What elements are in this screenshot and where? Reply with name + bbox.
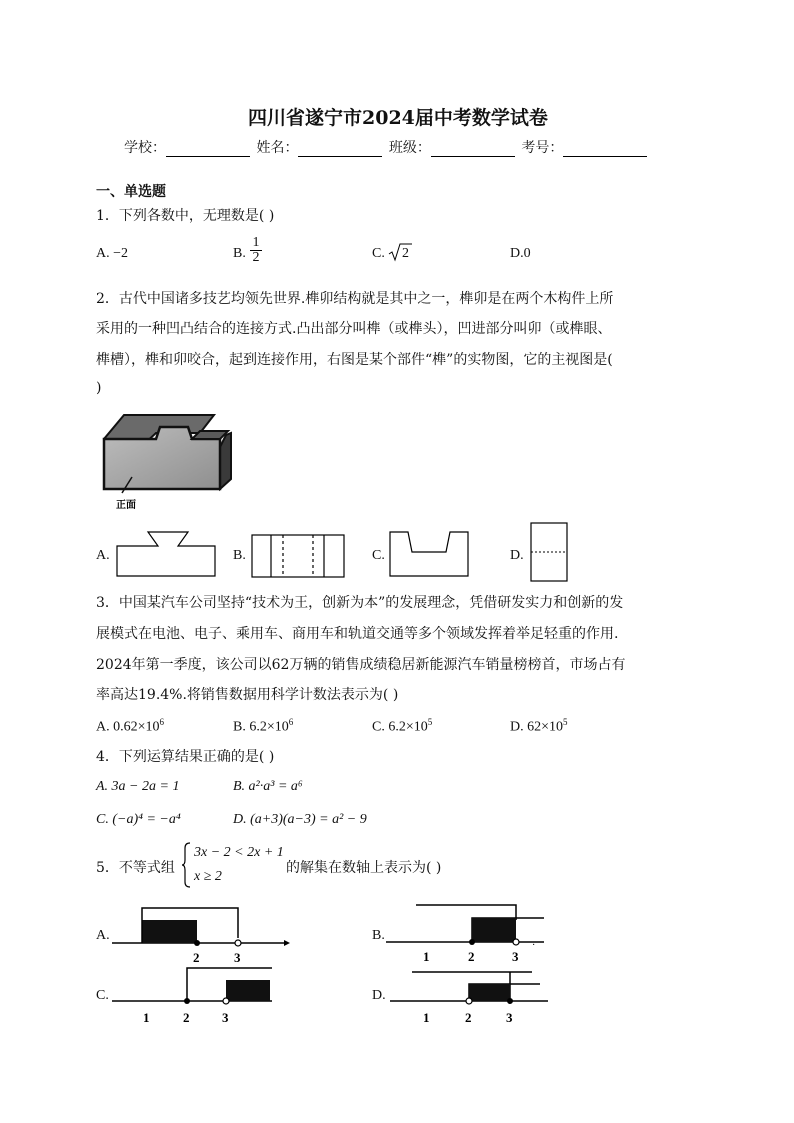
- q3-line-2: 展模式在电池、电子、乘用车、商用车和轨道交通等多个领域发挥着举足轻重的作用.: [96, 626, 619, 642]
- q1-option-b-label: B.: [233, 246, 246, 261]
- number-label: 考号：: [521, 140, 564, 156]
- q2-option-a-label: A.: [96, 548, 110, 563]
- tick-2: 2: [465, 1010, 472, 1025]
- q2-option-c-label: C.: [372, 548, 385, 563]
- sqrt-radicand: 2: [402, 246, 409, 261]
- class-label: 班级：: [388, 140, 431, 156]
- q5-number-line-b: [386, 900, 556, 968]
- q5-option-b-label: B.: [372, 928, 385, 943]
- page-title: 四川省遂宁市2024届中考数学试卷: [248, 107, 548, 129]
- class-field[interactable]: [431, 142, 515, 157]
- q4-option-d: D. (a+3)(a−3) = a² − 9: [233, 812, 367, 827]
- q4-option-b: B. a²·a³ = a⁶: [233, 779, 303, 794]
- q3-option-c: [372, 717, 432, 736]
- question-1-stem: 1．下列各数中，无理数是( ): [96, 208, 275, 224]
- q2-line-1: 2．古代中国诸多技艺均领先世界.榫卯结构就是其中之一，榫卯是在两个木构件上所: [96, 291, 614, 307]
- q5-option-a-label: A.: [96, 928, 110, 943]
- q3-a-base: A. 0.62×10: [96, 719, 160, 735]
- q5-option-d-label: D.: [372, 988, 386, 1003]
- q2-option-b-label: B.: [233, 548, 246, 563]
- tick-1: 1: [423, 949, 430, 964]
- tick-3: 3: [506, 1010, 513, 1025]
- q2-option-d-figure: [528, 520, 572, 584]
- number-field[interactable]: [563, 142, 647, 157]
- q3-c-base: C. 6.2×10: [372, 719, 428, 735]
- q3-b-exponent: 6: [288, 717, 294, 727]
- q5-number-line-a: [112, 900, 292, 968]
- tick-3: 3: [222, 1010, 229, 1025]
- q3-line-3: 2024年第一季度，该公司以62万辆的销售成绩稳居新能源汽车销量榜榜首，市场占有: [96, 657, 626, 673]
- sqrt-sign-icon: [388, 243, 414, 263]
- q4-stem: 4．下列运算结果正确的是( ): [96, 749, 275, 765]
- q5-number-line-c: [112, 962, 282, 1028]
- q1-option-a: A. −2: [96, 246, 129, 261]
- school-label: 学校：: [124, 140, 166, 156]
- q1-option-d: D.0: [510, 246, 531, 261]
- q3-line-1: 3．中国某汽车公司坚持“技术为王，创新为本”的发展理念，凭借研发实力和创新的发: [96, 595, 624, 611]
- tenon-3d-figure: [96, 405, 236, 515]
- name-label: 姓名：: [256, 140, 299, 156]
- q5-inequality-2: x ≥ 2: [194, 869, 222, 884]
- q3-c-exponent: 5: [427, 717, 433, 727]
- q5-number-line-d: [390, 962, 560, 1028]
- q4-option-c: C. (−a)⁴ = −a⁴: [96, 812, 181, 827]
- q5-suffix: 的解集在数轴上表示为( ): [286, 860, 442, 876]
- q3-b-base: B. 6.2×10: [233, 719, 289, 735]
- tick-1: 1: [143, 1010, 150, 1025]
- q3-option-b: [233, 717, 293, 736]
- axis-arrow-icon: ·: [532, 940, 536, 951]
- fraction-denominator: 2: [252, 250, 260, 265]
- fraction-numerator: 1: [250, 236, 262, 251]
- tick-2: 2: [468, 949, 475, 964]
- tick-3: 3: [234, 950, 241, 965]
- q1-option-c-label: C.: [372, 246, 385, 261]
- q5-prefix: 5．不等式组: [96, 860, 175, 876]
- q5-option-c-label: C.: [96, 988, 109, 1003]
- q3-a-exponent: 6: [159, 717, 165, 727]
- q2-option-b-figure: [250, 532, 346, 580]
- q3-option-d: [510, 717, 568, 736]
- q2-line-4: ): [96, 380, 102, 396]
- q2-line-3: 榫槽），榫和卯咬合，起到连接作用，右图是某个部件“榫”的实物图，它的主视图是(: [96, 352, 613, 368]
- q2-option-d-label: D.: [510, 548, 524, 563]
- q3-d-base: D. 62×10: [510, 719, 564, 735]
- q2-line-2: 采用的一种凹凸结合的连接方式.凸出部分叫榫（或榫头），凹进部分叫卯（或榫眼、: [96, 321, 612, 337]
- section-heading: 一、单选题: [96, 184, 166, 200]
- name-field[interactable]: [298, 142, 382, 157]
- q3-option-a: [96, 717, 164, 736]
- tick-2: 2: [183, 1010, 190, 1025]
- q4-option-a: A. 3a − 2a = 1: [96, 779, 180, 794]
- tick-3: 3: [512, 949, 519, 964]
- q1-option-b-fraction: [250, 236, 262, 265]
- q5-inequality-1: 3x − 2 < 2x + 1: [194, 845, 284, 860]
- student-info-line: [124, 137, 649, 157]
- tick-2: 2: [193, 950, 200, 965]
- front-label: 正面: [116, 500, 136, 511]
- left-brace-icon: [181, 842, 191, 888]
- q3-d-exponent: 5: [563, 717, 568, 727]
- school-field[interactable]: [166, 142, 250, 157]
- q3-line-4: 率高达19.4%.将销售数据用科学计数法表示为( ): [96, 687, 399, 703]
- q2-option-a-figure: [114, 530, 218, 580]
- tick-1: 1: [423, 1010, 430, 1025]
- q2-option-c-figure: [388, 530, 472, 578]
